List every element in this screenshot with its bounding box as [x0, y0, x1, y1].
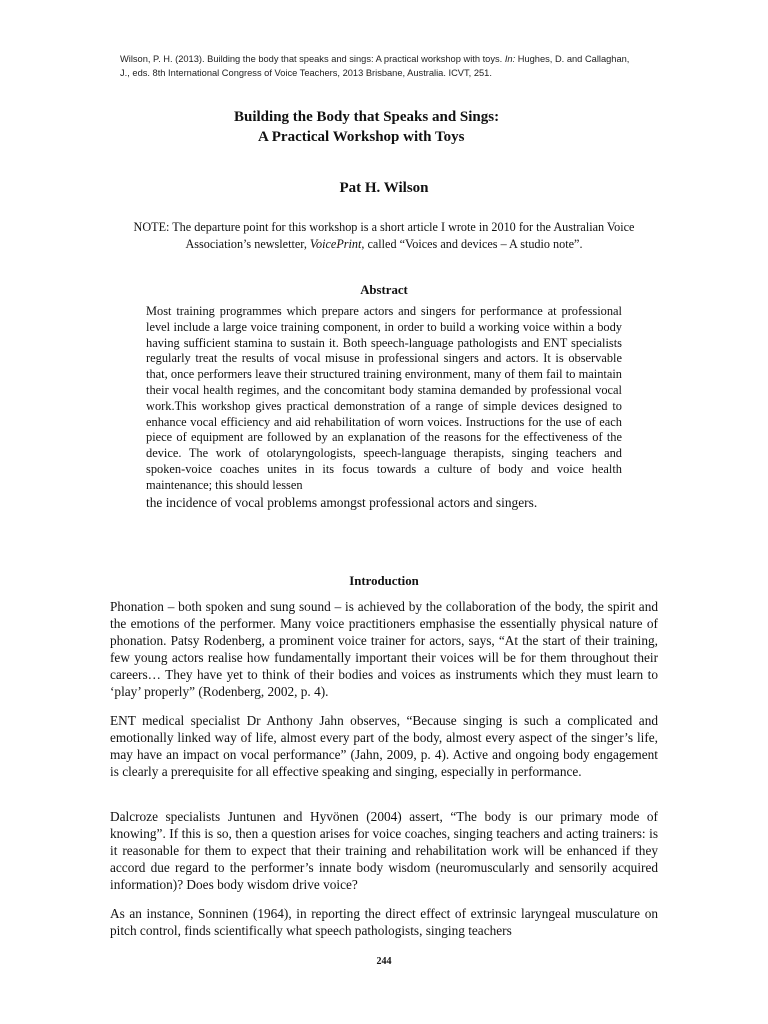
citation — [120, 52, 640, 80]
note — [110, 219, 658, 253]
introduction-paragraph-2: ENT medical specialist Dr Anthony Jahn observes, “Because singing is such a complicated and emotionally linked way of life, almost every part of the body, almost every aspect of the singer’s life, may have an impact on vocal performance” (Jahn, 2009, p. 4). Active and ongoing body engagement is clearly a prerequisite for all effective speaking and singing, especially in performance. — [110, 713, 658, 779]
abstract-body — [146, 304, 622, 511]
citation-in-label: In: — [504, 54, 516, 64]
note-text-before: NOTE: The departure point for this workshop is a short article I wrote in 2010 for the Australian Voice Association’s newsletter, — [133, 220, 635, 251]
page-number: 244 — [376, 956, 392, 967]
citation-text-after: Hughes, D. and Callaghan, J., eds. 8th International Congress of Voice Teachers, 2013 Brisbane, Australia. ICVT, 251. — [120, 54, 630, 78]
citation-text-before: Wilson, P. H. (2013). Building the body that speaks and sings: A practical workshop with toys. — [120, 54, 505, 64]
author-name: Pat H. Wilson — [339, 180, 429, 196]
abstract-heading: Abstract — [360, 283, 408, 297]
introduction-paragraph-4: As an instance, Sonninen (1964), in reporting the direct effect of extrinsic laryngeal musculature on pitch control, finds scientifically what speech pathologists, singing teachers — [110, 906, 658, 938]
abstract-text: Most training programmes which prepare actors and singers for performance at professional level include a large voice training component, in order to build a working voice within a body having sufficient stamina to sustain it. Both speech-language pathologists and ENT specialists regularly treat the results of vocal misuse in professional singers and actors. It is observable that, once performers leave their structured training environment, many of them fail to maintain their vocal health regimes, and the concomitant body stamina demanded by professional vocal work.This workshop gives practical demonstration of a range of simple devices designed to enhance vocal efficiency and aid rehabilitation of worn voices. Instructions for the use of each piece of equipment are followed by an explanation of the reasons for the effectiveness of the device. The work of otolaryngologists, speech-language therapists, singing teachers and spoken-voice coaches unites in its focus towards a culture of body and voice health maintenance; this should lessen — [146, 304, 622, 492]
note-text-after: , called “Voices and devices – A studio note”. — [361, 237, 583, 251]
title-line-1: Building the Body that Speaks and Sings: — [234, 109, 500, 125]
introduction-paragraph-1: Phonation – both spoken and sung sound – is achieved by the collaboration of the body, the spirit and the emotions of the performer. Many voice practitioners emphasise the essentially physical nature of phonation. Patsy Rodenberg, a prominent voice trainer for actors, says, “At the start of their training, few young actors realise how fundamentally important their voices will be for them throughout their careers… They have yet to think of their bodies and voices as instruments which they must learn to ‘play’ properly” (Rodenberg, 2002, p. 4). — [110, 599, 658, 699]
note-newsletter-name: VoicePrint — [309, 237, 362, 251]
title-line-2: A Practical Workshop with Toys — [258, 129, 465, 145]
abstract-last-line: the incidence of vocal problems amongst professional actors and singers. — [146, 494, 538, 510]
introduction-heading: Introduction — [349, 574, 419, 588]
introduction-paragraph-3: Dalcroze specialists Juntunen and Hyvönen (2004) assert, “The body is our primary mode of knowing”. If this is so, then a question arises for voice coaches, singing teachers and acting trainers: is it reasonable for them to expect that their training and rehabilitation work will be enhanced if they accord due regard to the performer’s innate body wisdom (neuromuscularly and sensorily acquired information)? Does body wisdom drive voice? — [110, 809, 658, 892]
